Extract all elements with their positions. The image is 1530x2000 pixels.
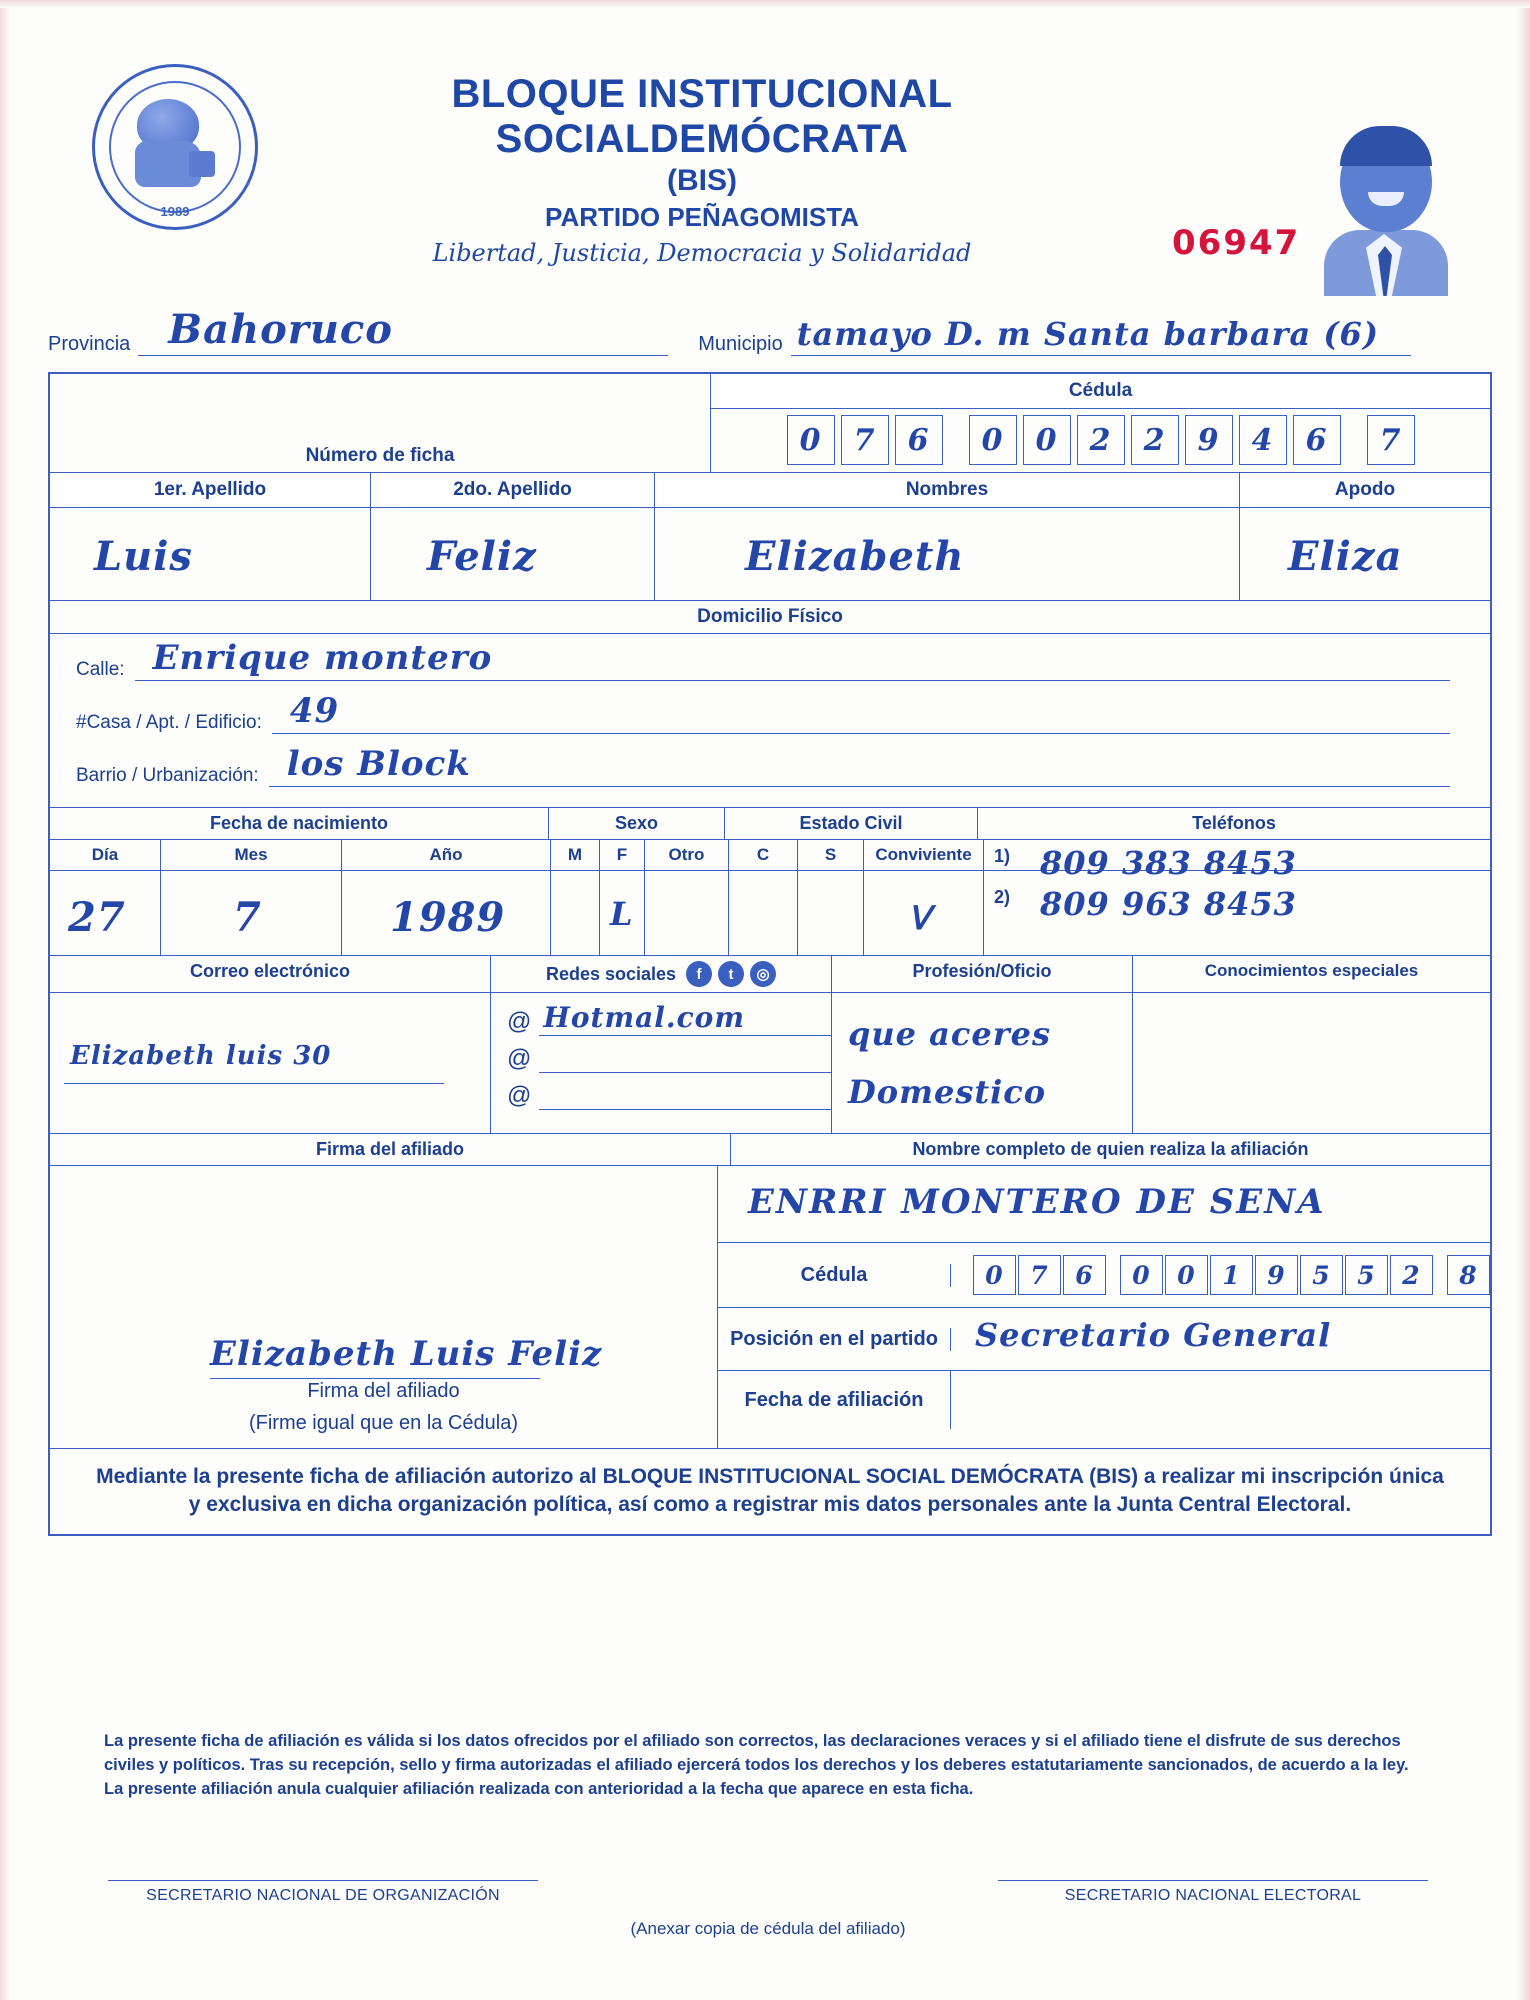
at-symbol-icon: @ — [507, 1082, 532, 1109]
afiliador-cedula-digit[interactable]: 7 — [1018, 1255, 1061, 1295]
barrio-field[interactable] — [269, 744, 1450, 787]
mes-header: Mes — [161, 840, 342, 870]
redes-value-1: Hotmal.com — [543, 1001, 745, 1034]
leader-portrait — [1322, 126, 1450, 296]
party-subtitle: PARTIDO PEÑAGOMISTA — [545, 202, 859, 232]
afiliador-fecha-field[interactable] — [951, 1371, 1490, 1429]
demographics-sub-headers — [50, 840, 1490, 882]
conocimientos-header: Conocimientos especiales — [1204, 961, 1419, 980]
telefono2-value: 809 963 8453 — [1040, 885, 1297, 923]
apodo-header: Apodo — [1240, 473, 1490, 507]
apellido2-field[interactable] — [371, 508, 655, 600]
at-symbol-icon: @ — [507, 1045, 532, 1072]
mes-field[interactable] — [161, 871, 342, 955]
profesion-line-1: que aceres — [848, 1015, 1051, 1053]
party-motto: Libertad, Justicia, Democracia y Solidaridad — [432, 239, 972, 267]
party-abbr: (BIS) — [667, 164, 737, 197]
afiliador-cedula-digit[interactable]: 0 — [1165, 1255, 1208, 1295]
twitter-icon[interactable]: t — [718, 961, 744, 987]
correo-field[interactable] — [50, 993, 491, 1133]
telefono2-cell[interactable] — [984, 871, 1490, 955]
afiliador-fecha-label: Fecha de afiliación — [718, 1371, 951, 1429]
telefono1-value: 809 383 8453 — [1040, 844, 1297, 882]
ano-header: Año — [342, 840, 551, 870]
party-name: BLOQUE INSTITUCIONAL SOCIALDEMÓCRATA — [451, 72, 953, 161]
apellido1-value: Luis — [94, 533, 193, 580]
legal-note — [48, 1718, 1488, 1812]
cedula-cell — [711, 374, 1490, 472]
afiliador-cedula-row — [718, 1242, 1490, 1308]
afiliador-cedula-digit[interactable]: 6 — [1063, 1255, 1106, 1295]
ficha-cell[interactable] — [50, 374, 711, 472]
demographics-group-headers — [50, 808, 1490, 840]
footer-signatures — [48, 1880, 1488, 1939]
scan-edge-top — [0, 0, 1530, 8]
telefono1-cell[interactable] — [984, 840, 1490, 882]
afiliador-cedula-digit[interactable]: 0 — [973, 1255, 1016, 1295]
cedula-digit[interactable]: 7 — [841, 415, 889, 465]
redes-line-1[interactable] — [491, 1001, 831, 1038]
form-header — [72, 58, 1462, 267]
afiliador-cedula-digit[interactable]: 5 — [1300, 1255, 1343, 1295]
municipio-label: Municipio — [698, 333, 783, 355]
sexo-f-mark: L — [610, 895, 634, 933]
sexo-f-field[interactable] — [600, 871, 645, 955]
redes-header-cell — [491, 956, 832, 992]
redes-field[interactable] — [491, 993, 832, 1133]
redes-line-3[interactable] — [491, 1075, 831, 1112]
telefonos-header: Teléfonos — [1192, 813, 1276, 833]
calle-field[interactable] — [135, 638, 1450, 681]
mes-value: 7 — [233, 894, 262, 941]
sexo-f-header: F — [600, 840, 645, 870]
dia-value: 27 — [68, 894, 126, 941]
sexo-m-header: M — [551, 840, 600, 870]
profesion-header: Profesión/Oficio — [832, 956, 1133, 992]
nombres-field[interactable] — [655, 508, 1240, 600]
domicilio-block — [50, 634, 1490, 808]
correo-value: Elizabeth luis 30 — [70, 1041, 332, 1071]
secretario-organizacion-block — [108, 1880, 538, 1905]
afiliador-nombre-field[interactable] — [718, 1166, 1490, 1242]
afiliador-header: Nombre completo de quien realiza la afiliación — [912, 1139, 1309, 1159]
profesion-line-2: Domestico — [848, 1073, 1047, 1111]
declaration-text: Mediante la presente ficha de afiliación autorizo al BLOQUE INSTITUCIONAL SOCIAL DEMÓCRATA (BIS) a realizar mi inscripción única y exclusiva en dicha organización política, así como a registrar mis datos personales ante la Junta Central Electoral. — [96, 1465, 1444, 1517]
cedula-digit[interactable]: 6 — [895, 415, 943, 465]
provincia-field[interactable] — [138, 306, 668, 356]
contact-values-row — [50, 993, 1490, 1134]
ec-s-field[interactable] — [798, 871, 864, 955]
sexo-m-field[interactable] — [551, 871, 600, 955]
ec-conviviente-header: Conviviente — [864, 840, 984, 870]
scan-edge-right — [1516, 0, 1530, 2000]
telefono1-label: 1) — [994, 846, 1011, 866]
ano-value: 1989 — [390, 894, 506, 941]
firma-caption-2: (Firme igual que en la Cédula) — [248, 1412, 519, 1434]
ec-s-header: S — [798, 840, 864, 870]
afiliador-cedula-digit[interactable]: 9 — [1255, 1255, 1298, 1295]
cedula-digit[interactable]: 2 — [1131, 415, 1179, 465]
telefono2-label: 2) — [994, 887, 1011, 907]
instagram-icon[interactable]: ◎ — [750, 961, 776, 987]
municipio-field[interactable] — [791, 315, 1411, 356]
correo-header: Correo electrónico — [50, 956, 491, 992]
cedula-digit[interactable]: 4 — [1239, 415, 1287, 465]
afiliador-cedula-digit[interactable]: 0 — [1120, 1255, 1163, 1295]
legal-text: La presente ficha de afiliación es válida si los datos ofrecidos por el afiliado son correctos, las declaraciones veraces y si el afiliado tiene el disfrute de sus derechos civiles y políticos. Tras su recepción, sello y firma autorizadas el afiliado ejercerá todos los derechos y los deberes estatutariamente sancionados, de acuerdo a la ley. La presente afiliación anula cualquier afiliación realizada con anterioridad a la fecha que aparece en esta ficha. — [104, 1732, 1409, 1798]
signature-block — [50, 1166, 1490, 1449]
casa-label: #Casa / Apt. / Edificio: — [76, 712, 262, 733]
cedula-digit[interactable]: 0 — [787, 415, 835, 465]
casa-row[interactable] — [50, 687, 1490, 740]
scan-edge-left — [0, 0, 10, 2000]
firma-caption-1: Firma del afiliado — [307, 1380, 460, 1402]
afiliador-cedula-boxes[interactable] — [951, 1255, 1490, 1295]
profesion-field[interactable] — [832, 993, 1133, 1133]
cedula-digit[interactable]: 0 — [1023, 415, 1071, 465]
nombres-value: Elizabeth — [745, 533, 965, 580]
name-values-row — [50, 508, 1490, 601]
barrio-row[interactable] — [50, 740, 1490, 793]
estado-civil-header: Estado Civil — [725, 808, 978, 839]
secretario-electoral-block — [998, 1880, 1428, 1905]
nombres-header: Nombres — [655, 473, 1240, 507]
firma-field[interactable] — [50, 1166, 718, 1448]
party-logo-icon — [92, 64, 258, 230]
dia-field[interactable] — [50, 871, 161, 955]
sexo-header: Sexo — [549, 808, 725, 839]
afiliador-posicion-label: Posición en el partido — [718, 1328, 951, 1351]
cedula-digit[interactable]: 9 — [1185, 415, 1233, 465]
cedula-digit[interactable]: 6 — [1293, 415, 1341, 465]
provincia-label: Provincia — [48, 333, 131, 355]
conocimientos-field[interactable] — [1133, 993, 1490, 1133]
secretario-organizacion-caption: SECRETARIO NACIONAL DE ORGANIZACIÓN — [146, 1887, 500, 1904]
apellido1-header: 1er. Apellido — [50, 473, 371, 507]
secretario-electoral-caption: SECRETARIO NACIONAL ELECTORAL — [1064, 1887, 1362, 1904]
afiliador-fecha-row — [718, 1371, 1490, 1429]
cedula-label: Cédula — [711, 374, 1490, 409]
logo-year: 1989 — [160, 204, 190, 219]
provincia-value: Bahoruco — [168, 306, 393, 353]
afiliador-cedula-digit[interactable]: 2 — [1390, 1255, 1433, 1295]
afiliador-posicion-field[interactable] — [951, 1308, 1490, 1370]
at-symbol-icon: @ — [507, 1008, 532, 1035]
facebook-icon[interactable]: f — [686, 961, 712, 987]
sexo-otro-header: Otro — [645, 840, 729, 870]
contact-headers-row — [50, 956, 1490, 993]
apellido2-value: Feliz — [427, 533, 537, 580]
apellido1-field[interactable] — [50, 508, 371, 600]
cedula-digit[interactable]: 2 — [1077, 415, 1125, 465]
municipio-value: tamayo D. m Santa barbara (6) — [796, 315, 1379, 353]
apodo-field[interactable] — [1240, 508, 1490, 600]
firma-header: Firma del afiliado — [50, 1134, 731, 1165]
barrio-label: Barrio / Urbanización: — [76, 765, 259, 786]
afiliador-cedula-digit[interactable]: 8 — [1447, 1255, 1490, 1295]
calle-label: Calle: — [76, 659, 125, 680]
firma-signature: Elizabeth Luis Feliz — [210, 1334, 603, 1374]
apodo-value: Eliza — [1288, 533, 1403, 580]
cedula-digit[interactable]: 0 — [969, 415, 1017, 465]
form-serial-number: 06947 — [1172, 223, 1301, 263]
ec-c-header: C — [729, 840, 798, 870]
casa-value: 49 — [289, 691, 340, 731]
redes-line-2[interactable] — [491, 1038, 831, 1075]
ficha-label: Número de ficha — [305, 445, 455, 466]
cedula-digit[interactable]: 7 — [1367, 415, 1415, 465]
calle-value: Enrique montero — [152, 638, 493, 678]
calle-row[interactable] — [50, 634, 1490, 687]
demographics-values-row — [50, 871, 1490, 956]
afiliador-posicion-value: Secretario General — [975, 1316, 1332, 1354]
domicilio-header: Domicilio Físico — [50, 601, 1490, 634]
apellido2-header: 2do. Apellido — [371, 473, 655, 507]
name-headers-row — [50, 473, 1490, 508]
nacimiento-header: Fecha de nacimiento — [50, 808, 549, 839]
redes-header: Redes sociales — [545, 963, 677, 984]
form-table — [48, 372, 1492, 1536]
social-icons — [686, 961, 776, 987]
annex-note: (Anexar copia de cédula del afiliado) — [630, 1919, 906, 1938]
afiliador-posicion-row — [718, 1308, 1490, 1371]
signature-headers-row — [50, 1134, 1490, 1166]
afiliador-cedula-label: Cédula — [718, 1264, 951, 1287]
barrio-value: los Block — [286, 744, 471, 784]
afiliador-cedula-digit[interactable]: 5 — [1345, 1255, 1388, 1295]
dia-header: Día — [50, 840, 161, 870]
party-titles — [252, 72, 1152, 267]
ec-conviviente-field[interactable] — [864, 871, 984, 955]
ficha-cedula-row — [50, 374, 1490, 473]
cedula-boxes[interactable] — [711, 409, 1490, 469]
location-row — [48, 306, 1488, 359]
casa-field[interactable] — [272, 691, 1450, 734]
afiliador-block — [718, 1166, 1490, 1448]
sexo-otro-field[interactable] — [645, 871, 729, 955]
afiliador-cedula-digit[interactable]: 1 — [1210, 1255, 1253, 1295]
ano-field[interactable] — [342, 871, 551, 955]
ec-conviviente-mark: ᐯ — [908, 899, 931, 937]
ec-c-field[interactable] — [729, 871, 798, 955]
afiliador-nombre-value: ENRRI MONTERO DE SENA — [748, 1182, 1326, 1222]
